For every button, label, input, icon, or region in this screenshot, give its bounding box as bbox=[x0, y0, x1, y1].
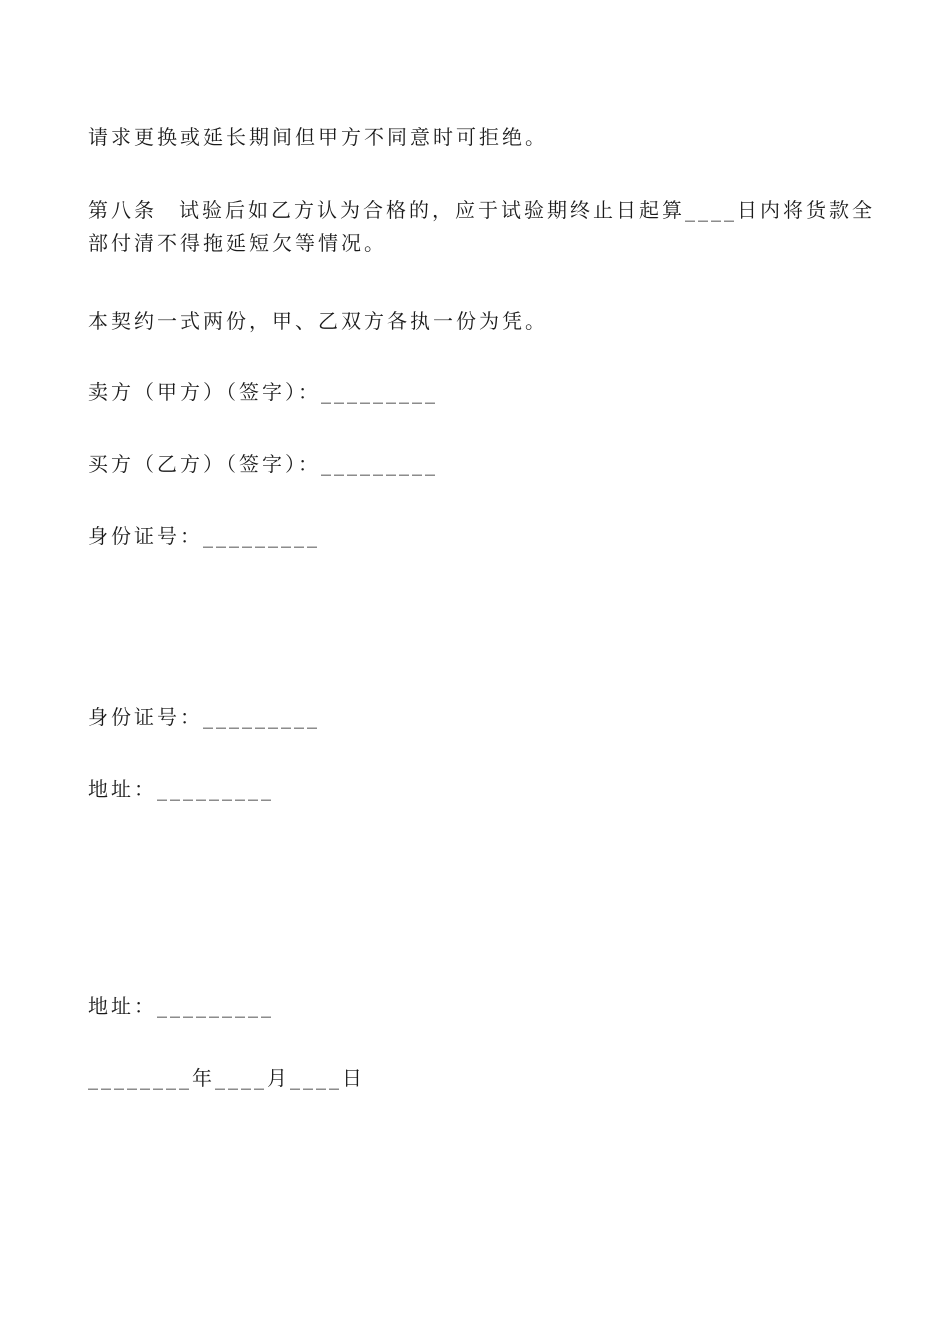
id-number-line-buyer: 身份证号：_________ bbox=[88, 705, 320, 729]
article-eight-text-line-1: 试验后如乙方认为合格的，应于试验期终止日起算____日内将货款全 bbox=[179, 198, 875, 222]
article-eight-label: 第八条 bbox=[88, 198, 157, 222]
copies-clause: 本契约一式两份，甲、乙双方各执一份为凭。 bbox=[88, 309, 548, 333]
date-line: ________年____月____日 bbox=[88, 1066, 365, 1090]
id-number-line-seller: 身份证号：_________ bbox=[88, 524, 320, 548]
seller-signature-line: 卖方（甲方）（签字）：_________ bbox=[88, 380, 438, 404]
article-eight-line-1 bbox=[88, 194, 875, 227]
buyer-signature-line: 买方（乙方）（签字）：_________ bbox=[88, 452, 438, 476]
address-line-seller: 地址：_________ bbox=[88, 777, 274, 801]
article-eight bbox=[88, 194, 875, 260]
article-eight-text-line-2: 部付清不得拖延短欠等情况。 bbox=[88, 231, 387, 255]
address-line-buyer: 地址：_________ bbox=[88, 994, 274, 1018]
paragraph-continuation: 请求更换或延长期间但甲方不同意时可拒绝。 bbox=[88, 125, 548, 149]
